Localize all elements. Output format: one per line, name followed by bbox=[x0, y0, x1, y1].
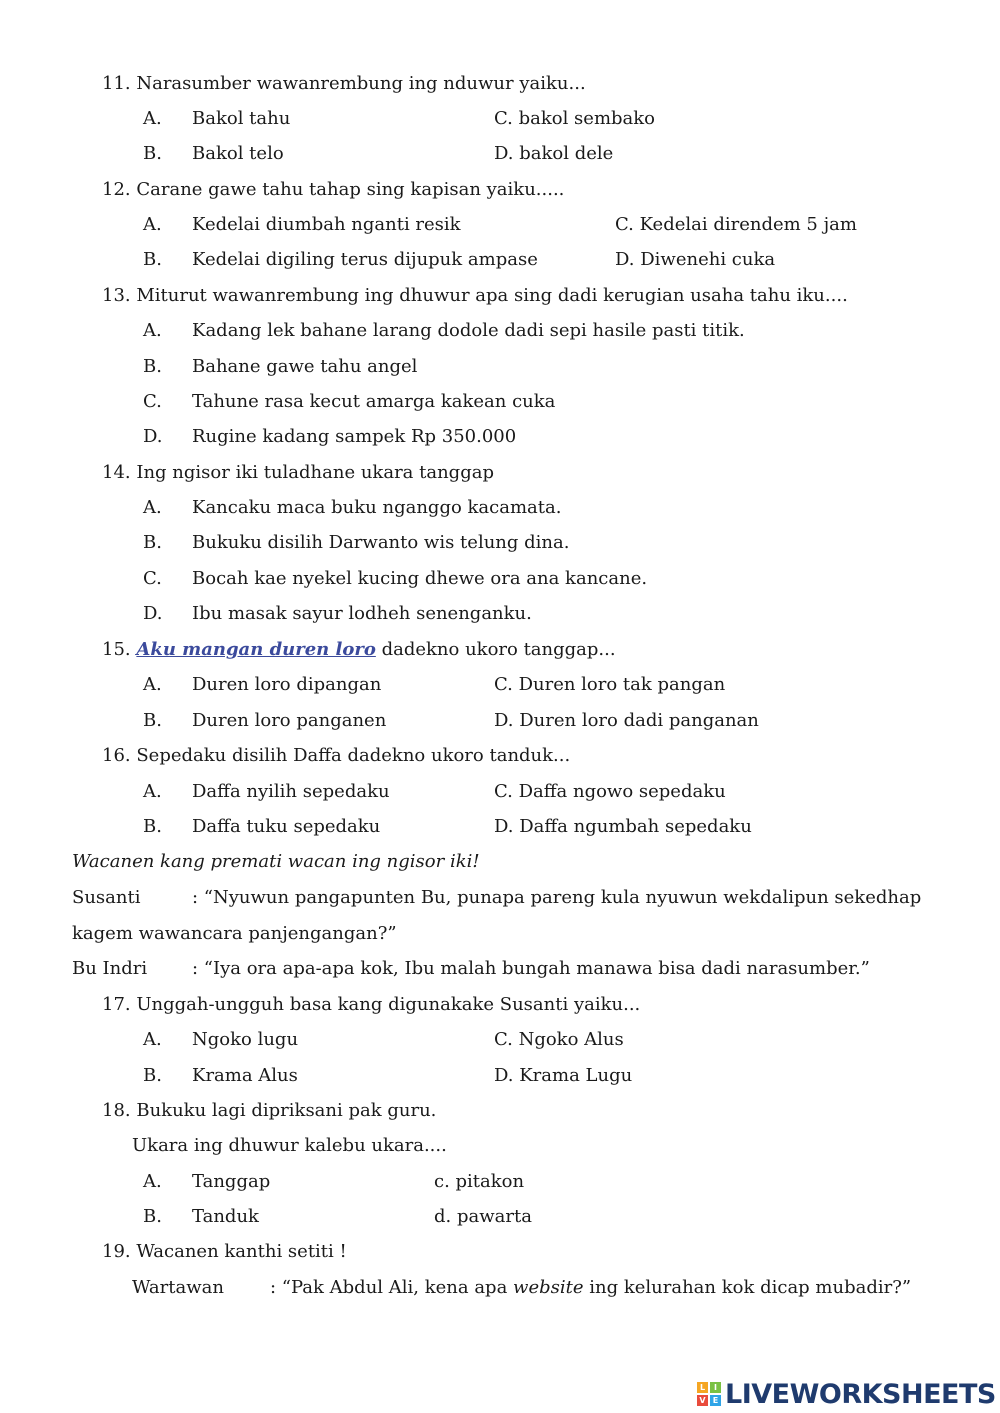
option-b: Bahane gawe tahu angel bbox=[192, 356, 418, 377]
option-label: A. bbox=[143, 1171, 162, 1192]
question-12: 12. Carane gawe tahu tahap sing kapisan yaiku..... bbox=[102, 179, 565, 200]
question-19: 19. Wacanen kanthi setiti ! bbox=[102, 1241, 347, 1262]
option-c: C. Daffa ngowo sepedaku bbox=[494, 781, 726, 802]
option-b: Tanduk bbox=[192, 1206, 259, 1227]
question-14: 14. Ing ngisor iki tuladhane ukara tanggap bbox=[102, 462, 494, 483]
option-b: Kedelai digiling terus dijupuk ampase bbox=[192, 249, 538, 270]
option-a: Kancaku maca buku nganggo kacamata. bbox=[192, 497, 562, 518]
option-label: D. bbox=[143, 603, 163, 624]
logo-mark-icon bbox=[697, 1382, 721, 1406]
logo-text: LIVEWORKSHEETS bbox=[725, 1378, 996, 1410]
option-c: Tahune rasa kecut amarga kakean cuka bbox=[192, 391, 556, 412]
dialogue-line bbox=[270, 1276, 911, 1300]
option-d: D. bakol dele bbox=[494, 143, 614, 164]
dialogue-text: ing kelurahan kok dicap mubadir?” bbox=[583, 1277, 912, 1298]
passage-instruction: Wacanen kang premati wacan ing ngisor iki! bbox=[72, 851, 480, 872]
option-a: Bakol tahu bbox=[192, 108, 291, 129]
speaker-name: Susanti bbox=[72, 887, 141, 908]
question-18: 18. Bukuku lagi dipriksani pak guru. bbox=[102, 1100, 437, 1121]
option-d: D. Diwenehi cuka bbox=[615, 249, 776, 270]
option-label: B. bbox=[143, 356, 162, 377]
question-17: 17. Unggah-ungguh basa kang digunakake Susanti yaiku... bbox=[102, 994, 641, 1015]
question-text: dadekno ukoro tanggap... bbox=[375, 639, 616, 660]
option-c: c. pitakon bbox=[434, 1171, 525, 1192]
option-label: D. bbox=[143, 426, 163, 447]
option-d: D. Krama Lugu bbox=[494, 1065, 633, 1086]
option-c: C. Ngoko Alus bbox=[494, 1029, 624, 1050]
option-label: A. bbox=[143, 674, 162, 695]
option-label: B. bbox=[143, 249, 162, 270]
option-label: A. bbox=[143, 1029, 162, 1050]
option-label: A. bbox=[143, 214, 162, 235]
highlighted-sentence: Aku mangan duren loro bbox=[136, 639, 376, 660]
option-label: B. bbox=[143, 1206, 162, 1227]
option-a: Tanggap bbox=[192, 1171, 271, 1192]
option-a: Kedelai diumbah nganti resik bbox=[192, 214, 461, 235]
option-label: B. bbox=[143, 143, 162, 164]
dialogue-text: : “Pak Abdul Ali, kena apa bbox=[270, 1277, 514, 1298]
option-label: B. bbox=[143, 1065, 162, 1086]
question-number: 15. bbox=[102, 639, 131, 660]
option-label: B. bbox=[143, 532, 162, 553]
option-label: A. bbox=[143, 108, 162, 129]
option-label: B. bbox=[143, 710, 162, 731]
question-11: 11. Narasumber wawanrembung ing nduwur yaiku... bbox=[102, 73, 586, 94]
dialogue-line: : “Nyuwun pangapunten Bu, punapa pareng kula nyuwun wekdalipun sekedhap bbox=[192, 887, 922, 908]
liveworksheets-logo[interactable] bbox=[697, 1378, 996, 1410]
option-a: Duren loro dipangan bbox=[192, 674, 382, 695]
option-d: D. Daffa ngumbah sepedaku bbox=[494, 816, 752, 837]
option-d: d. pawarta bbox=[434, 1206, 532, 1227]
question-15 bbox=[102, 638, 616, 662]
option-d: D. Duren loro dadi panganan bbox=[494, 710, 759, 731]
option-a: Kadang lek bahane larang dodole dadi sepi hasile pasti titik. bbox=[192, 320, 745, 341]
option-c: C. Kedelai direndem 5 jam bbox=[615, 214, 857, 235]
speaker-name: Wartawan bbox=[132, 1277, 224, 1298]
option-b: Bukuku disilih Darwanto wis telung dina. bbox=[192, 532, 570, 553]
option-a: Ngoko lugu bbox=[192, 1029, 299, 1050]
option-label: A. bbox=[143, 320, 162, 341]
logo-tile: L bbox=[697, 1382, 708, 1393]
logo-tile: V bbox=[697, 1395, 708, 1406]
option-c: C. bakol sembako bbox=[494, 108, 656, 129]
question-16: 16. Sepedaku disilih Daffa dadekno ukoro tanduk... bbox=[102, 745, 571, 766]
option-label: C. bbox=[143, 568, 162, 589]
dialogue-italic-word: website bbox=[513, 1277, 584, 1298]
question-13: 13. Miturut wawanrembung ing dhuwur apa sing dadi kerugian usaha tahu iku.... bbox=[102, 285, 848, 306]
option-d: Rugine kadang sampek Rp 350.000 bbox=[192, 426, 517, 447]
option-b: Bakol telo bbox=[192, 143, 284, 164]
speaker-name: Bu Indri bbox=[72, 958, 148, 979]
option-label: A. bbox=[143, 781, 162, 802]
option-b: Daffa tuku sepedaku bbox=[192, 816, 381, 837]
option-label: A. bbox=[143, 497, 162, 518]
option-a: Daffa nyilih sepedaku bbox=[192, 781, 390, 802]
option-b: Krama Alus bbox=[192, 1065, 298, 1086]
dialogue-line: : “Iya ora apa-apa kok, Ibu malah bungah manawa bisa dadi narasumber.” bbox=[192, 958, 870, 979]
option-label: C. bbox=[143, 391, 162, 412]
option-d: Ibu masak sayur lodheh senenganku. bbox=[192, 603, 532, 624]
logo-tile: I bbox=[710, 1382, 721, 1393]
logo-tile: E bbox=[710, 1395, 721, 1406]
question-subtext: Ukara ing dhuwur kalebu ukara.... bbox=[132, 1135, 447, 1156]
option-c: C. Duren loro tak pangan bbox=[494, 674, 726, 695]
option-b: Duren loro panganen bbox=[192, 710, 387, 731]
dialogue-line: kagem wawancara panjengangan?” bbox=[72, 923, 397, 944]
option-label: B. bbox=[143, 816, 162, 837]
option-c: Bocah kae nyekel kucing dhewe ora ana kancane. bbox=[192, 568, 648, 589]
